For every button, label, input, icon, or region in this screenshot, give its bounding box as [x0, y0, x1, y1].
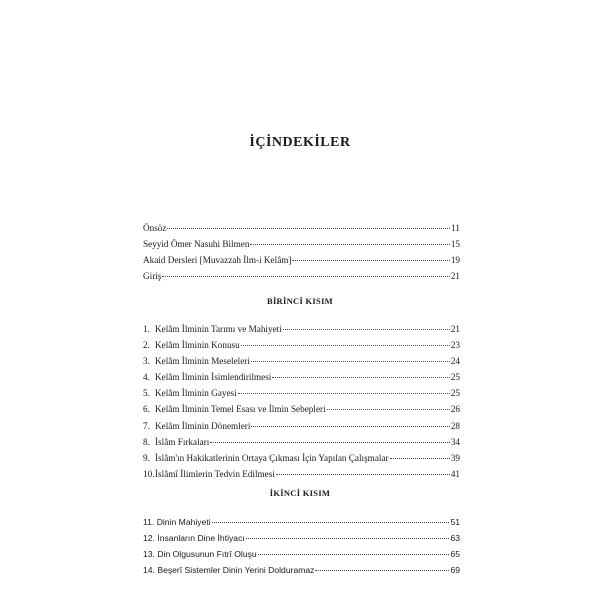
- toc-entry: [143, 385, 460, 401]
- toc-entry-label: Kelâm İlminin İsimlendirilmesi: [155, 372, 272, 383]
- toc-entry-label: 11. Dinin Mahiyeti: [143, 517, 211, 527]
- toc-entry-label: Kelâm İlminin Konusu: [155, 340, 240, 351]
- dot-leader: [210, 442, 449, 443]
- toc-entry: [143, 401, 460, 417]
- toc-entry-number: 3.: [143, 356, 150, 367]
- dot-leader: [238, 393, 450, 394]
- dot-leader: [251, 426, 449, 427]
- toc-entry: [143, 530, 460, 546]
- toc-entry-label: Kelâm İlminin Meseleleri: [155, 356, 250, 367]
- toc-entry: [143, 466, 460, 482]
- toc-entry-number: 6.: [143, 404, 150, 415]
- section-heading-part-two: İKİNCİ KISIM: [269, 488, 331, 498]
- toc-entry: [143, 268, 460, 284]
- toc-entry: [143, 220, 460, 236]
- toc-entry-page: 39: [450, 452, 460, 463]
- toc-entry-label: İslâm'ın Hakikatlerinin Ortaya Çıkması İçin Yapılan Çalışmalar: [155, 452, 389, 463]
- toc-entry-number: 8.: [143, 436, 150, 447]
- toc-entry-label: İslâmî İlimlerin Tedvin Edilmesi: [155, 468, 275, 479]
- toc-entry-number: 1.: [143, 324, 150, 334]
- toc-front-matter: [143, 220, 460, 284]
- toc-entry-label: 12. İnsanların Dine İhtiyacı: [143, 533, 245, 544]
- dot-leader: [251, 361, 450, 362]
- dot-leader: [241, 345, 450, 346]
- toc-entry-page: 34: [450, 436, 460, 447]
- toc-entry-page: 28: [450, 420, 460, 431]
- dot-leader: [315, 570, 449, 571]
- toc-entry: [143, 562, 460, 578]
- toc-entry-page: 65: [450, 549, 460, 560]
- toc-entry-page: 19: [450, 255, 460, 266]
- toc-part-one: [143, 321, 460, 482]
- toc-entry-page: 69: [450, 565, 460, 576]
- toc-entry: [143, 369, 460, 385]
- toc-entry: [143, 514, 460, 530]
- toc-entry-page: 25: [450, 388, 460, 399]
- dot-leader: [327, 409, 450, 410]
- toc-entry-label: Kelâm İlminin Dönemleri: [155, 420, 251, 431]
- toc-entry-number: 7.: [143, 420, 150, 431]
- toc-entry-label: 14. Beşerî Sistemler Dinin Yerini Dolduramaz: [143, 565, 315, 576]
- toc-entry-page: 21: [450, 324, 460, 334]
- dot-leader: [283, 329, 450, 330]
- dot-leader: [272, 377, 449, 378]
- toc-entry-label: Giriş: [143, 271, 162, 282]
- section-heading-part-one: BİRİNCİ KISIM: [266, 296, 333, 306]
- dot-leader: [246, 538, 450, 539]
- toc-entry-label: Seyyid Ömer Nasuhi Bilmen: [143, 239, 250, 250]
- dot-leader: [258, 554, 450, 555]
- toc-entry: [143, 252, 460, 268]
- toc-entry: [143, 434, 460, 450]
- toc-entry: [143, 450, 460, 466]
- toc-entry: [143, 337, 460, 353]
- toc-entry-page: 24: [450, 356, 460, 367]
- toc-entry-page: 41: [450, 468, 460, 479]
- toc-entry-page: 26: [450, 404, 460, 415]
- toc-entry-number: 9.: [143, 452, 150, 463]
- dot-leader: [250, 244, 449, 245]
- toc-entry-label: Akaid Dersleri [Muvazzah İlm-i Kelâm]: [143, 255, 292, 266]
- dot-leader: [276, 474, 450, 475]
- toc-entry-page: 51: [450, 517, 460, 527]
- toc-entry-page: 15: [450, 239, 460, 250]
- toc-entry-label: Kelâm İlminin Temel Esası ve İlmin Sebepleri: [155, 404, 326, 415]
- dot-leader: [167, 228, 450, 229]
- toc-entry: [143, 546, 460, 562]
- toc-entry-number: 10.: [143, 468, 155, 479]
- toc-entry-number: 2.: [143, 340, 150, 351]
- toc-entry: [143, 321, 460, 337]
- page-title: İÇİNDEKİLER: [249, 135, 351, 150]
- toc-entry-number: 4.: [143, 372, 150, 383]
- toc-entry: [143, 418, 460, 434]
- toc-entry-number: 5.: [143, 388, 150, 399]
- toc-entry: [143, 353, 460, 369]
- toc-entry-page: 21: [450, 271, 460, 282]
- toc-entry-label: Önsöz: [143, 223, 167, 233]
- toc-entry-page: 11: [451, 223, 460, 233]
- toc-entry-page: 25: [450, 372, 460, 383]
- toc-part-two: [143, 514, 460, 578]
- dot-leader: [162, 276, 449, 277]
- dot-leader: [212, 522, 450, 523]
- toc-entry-label: Kelâm İlminin Tarımı ve Mahiyeti: [155, 324, 282, 334]
- toc-entry-page: 23: [450, 340, 460, 351]
- toc-entry-label: İslâm Fırkaları: [155, 436, 210, 447]
- toc-entry-label: Kelâm İlminin Gayesi: [155, 388, 237, 399]
- toc-entry-page: 63: [450, 533, 460, 544]
- dot-leader: [390, 458, 450, 459]
- toc-entry: [143, 236, 460, 252]
- dot-leader: [292, 260, 449, 261]
- toc-entry-label: 13. Din Olgusunun Fıtrî Oluşu: [143, 549, 257, 560]
